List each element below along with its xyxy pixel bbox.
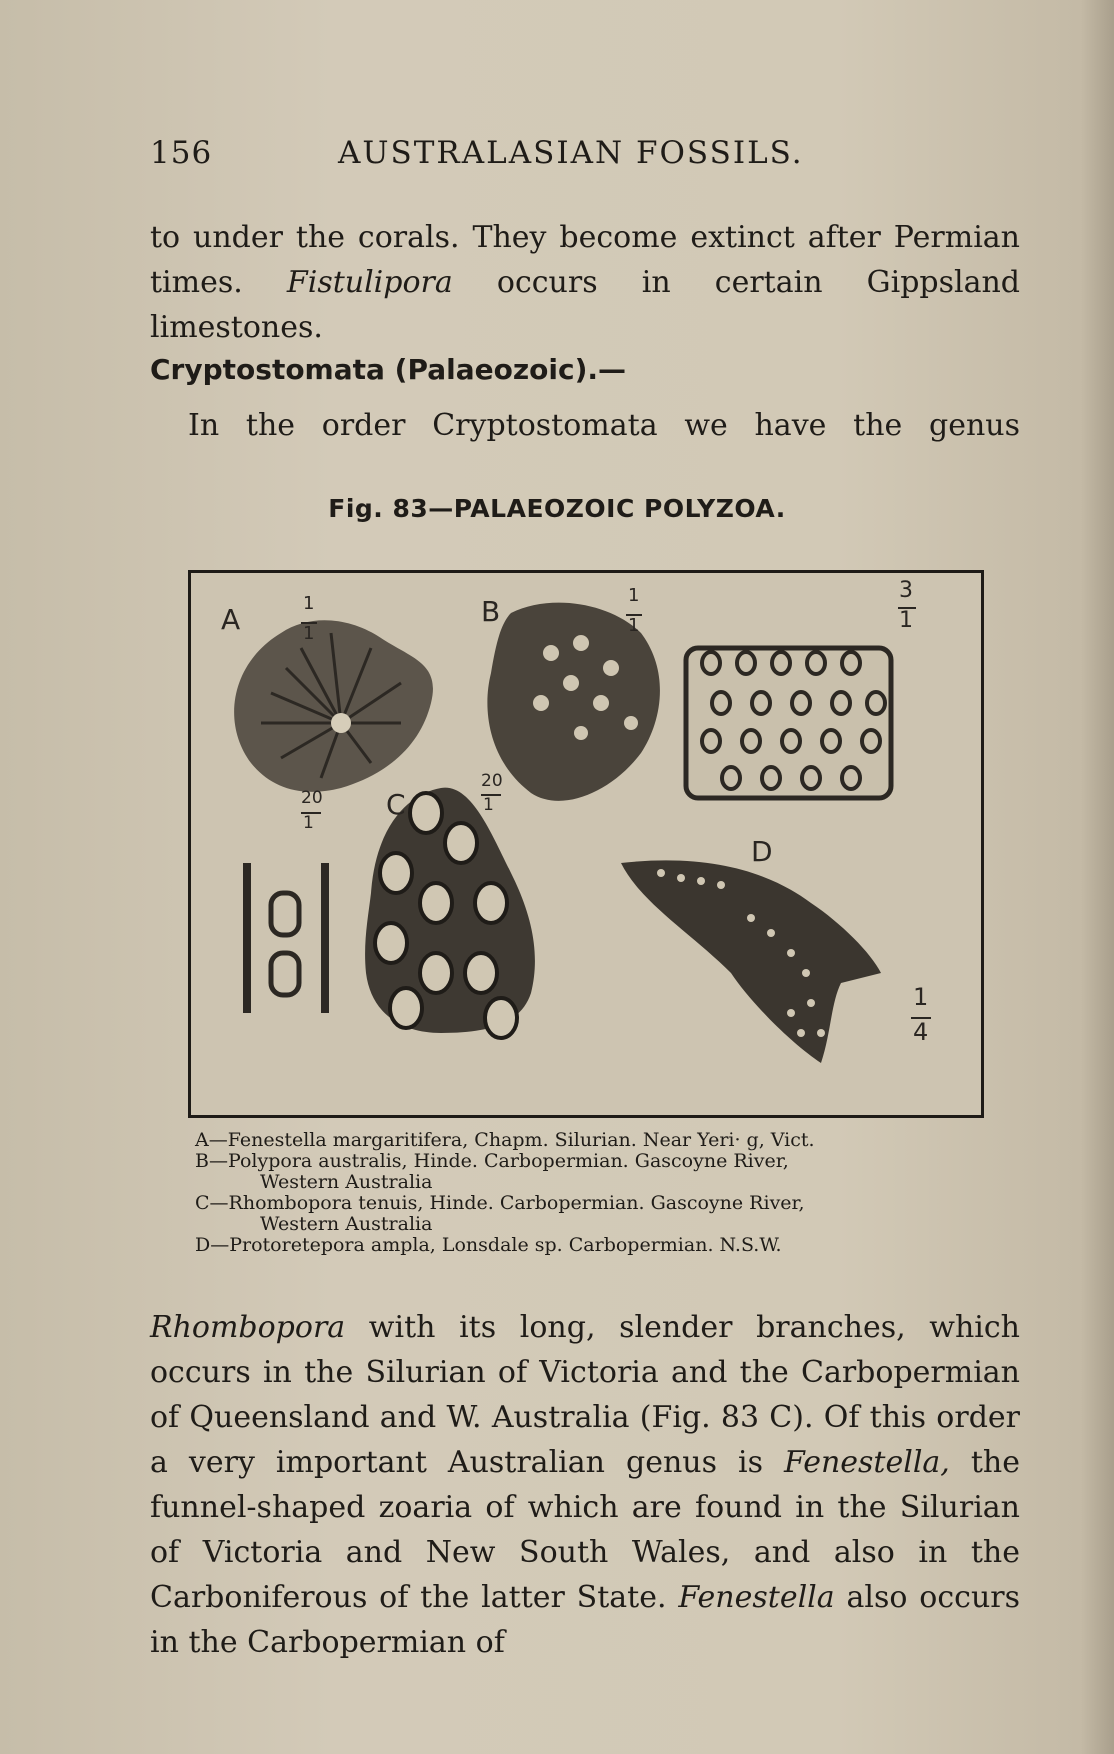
scale-a2-den: 1: [303, 813, 314, 833]
paragraph-rhombopora: [150, 1305, 1020, 1665]
text-run: occurs in certain Gippsland limestones.: [150, 265, 1020, 345]
caption-b: B—Polypora australis, Hinde. Carbopermian. Gascoyne River,: [195, 1150, 789, 1172]
paragraph-cryptostomata: In the order Cryptostomata we have the genus: [188, 408, 1020, 443]
fenestella-enlarged-drawing: [243, 863, 329, 1013]
fenestella-specimen-drawing: [234, 620, 433, 792]
scale-d-num: 1: [913, 983, 929, 1011]
caption-c-continued: Western Australia: [260, 1213, 433, 1235]
scale-b-den: 1: [628, 615, 640, 636]
figure-label-c: C: [386, 788, 406, 821]
genus-name: Fenestella,: [784, 1445, 950, 1480]
running-title: AUSTRALASIAN FOSSILS.: [338, 135, 804, 171]
page-number: 156: [150, 135, 213, 171]
figure-captions: [195, 1130, 985, 1256]
caption-b-continued: Western Australia: [260, 1171, 433, 1193]
protoretepora-specimen-drawing: [621, 860, 881, 1063]
figure-label-a: A: [221, 603, 241, 636]
genus-name: Fenestella: [678, 1580, 835, 1615]
scale-b-num: 1: [628, 585, 640, 606]
fossil-illustrations: [191, 573, 981, 1115]
scale-a-den: 1: [303, 623, 315, 644]
text-run: the funnel-shaped zoaria of which are found in the Silurian of Victoria and New South Wales, and also in the Carboniferous of the latter State.: [150, 1445, 1020, 1615]
figure-label-d: D: [751, 835, 773, 868]
scale-b2-den: 1: [899, 608, 913, 633]
figure-label-b: B: [481, 595, 501, 628]
rhombopora-specimen-drawing: [365, 788, 535, 1038]
scale-d-den: 4: [913, 1018, 929, 1046]
figure-title: Fig. 83—PALAEOZOIC POLYZOA.: [328, 494, 786, 523]
caption-c: C—Rhombopora tenuis, Hinde. Carbopermian. Gascoyne River,: [195, 1192, 805, 1214]
section-heading: Cryptostomata (Palaeozoic).—: [150, 353, 626, 386]
text-run: with its long, slender branches, which occurs in the Silurian of Victoria and the Carbopermian of Queensland and W. Australia (Fig. 83 C). Of this order a very important Australian genus is: [150, 1310, 1020, 1480]
text-run: also occurs in the Carbopermian of: [150, 1580, 1020, 1660]
figure-plate: [188, 570, 984, 1118]
caption-d: D—Protoretepora ampla, Lonsdale sp. Carbopermian. N.S.W.: [195, 1234, 782, 1256]
paragraph-fistulipora: [150, 215, 1020, 350]
scale-b2-num: 3: [899, 578, 913, 603]
genus-name: Fistulipora: [286, 265, 453, 300]
scale-a2-num: 20: [301, 788, 323, 808]
scale-c-num: 20: [481, 771, 503, 791]
text-run: to under the corals. They become extinct after Permian times.: [150, 220, 1020, 300]
scale-c-den: 1: [483, 795, 494, 815]
scale-a-num: 1: [303, 593, 315, 614]
genus-name: Rhombopora: [150, 1310, 346, 1345]
caption-a: A—Fenestella margaritifera, Chapm. Silurian. Near Yeri· g, Vict.: [195, 1129, 815, 1151]
polypora-enlarged-drawing: [686, 648, 891, 798]
running-header: [150, 135, 1030, 179]
